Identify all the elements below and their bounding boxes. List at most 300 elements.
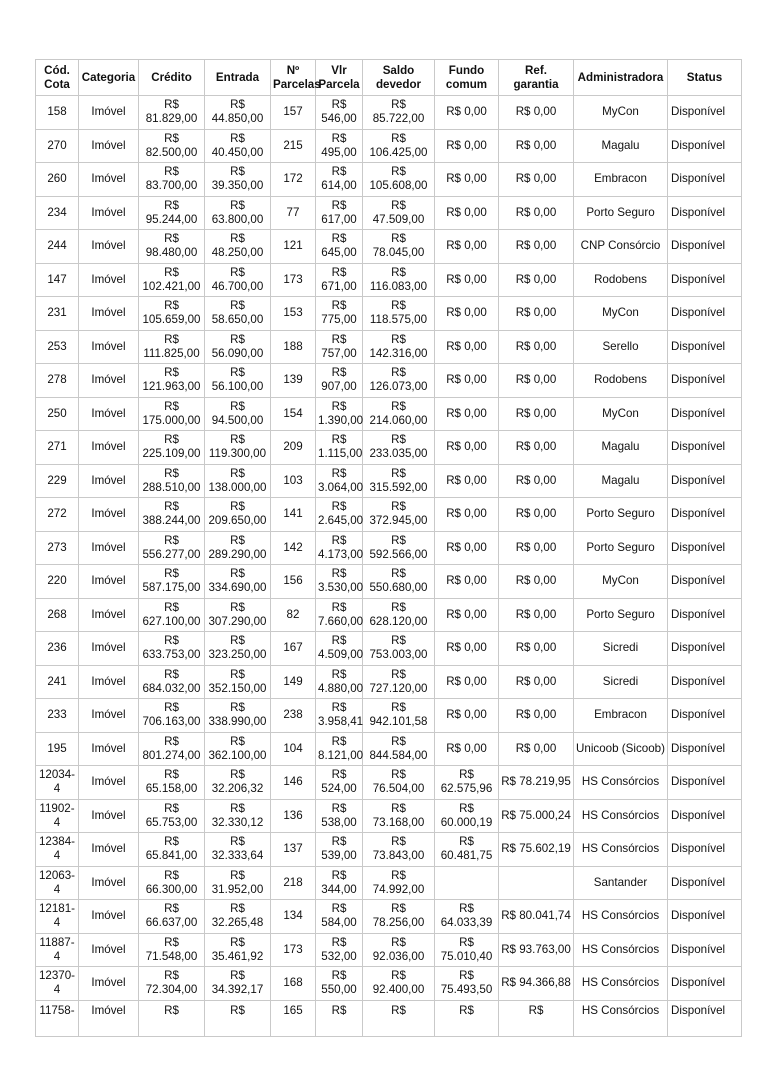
cell-saldo-devedor: R$ 116.083,00 xyxy=(363,263,435,297)
cell-vlr-parcela: R$ 4.173,00 xyxy=(316,531,363,565)
cell-ref-garantia: R$ 0,00 xyxy=(499,129,574,163)
col-header-credito: Crédito xyxy=(139,60,205,96)
cell-fundo-comum: R$ 0,00 xyxy=(435,732,499,766)
cell-n-parcelas: 139 xyxy=(271,364,316,398)
cell-administradora: HS Consórcios xyxy=(574,766,668,800)
cell-n-parcelas: 173 xyxy=(271,263,316,297)
cell-categoria: Imóvel xyxy=(79,397,139,431)
cell-vlr-parcela: R$ 546,00 xyxy=(316,96,363,130)
table-row xyxy=(36,766,742,800)
cell-administradora: Magalu xyxy=(574,431,668,465)
cell-credito: R$ 175.000,00 xyxy=(139,397,205,431)
cell-entrada: R$ 44.850,00 xyxy=(205,96,271,130)
quota-table-container xyxy=(35,59,741,1034)
cell-n-parcelas: 146 xyxy=(271,766,316,800)
table-row xyxy=(36,732,742,766)
cell-n-parcelas: 142 xyxy=(271,531,316,565)
cell-cod-cota: 253 xyxy=(36,330,79,364)
cell-vlr-parcela: R$ 7.660,00 xyxy=(316,598,363,632)
cell-cod-cota: 233 xyxy=(36,699,79,733)
table-row xyxy=(36,263,742,297)
table-row xyxy=(36,431,742,465)
cell-vlr-parcela: R$ 671,00 xyxy=(316,263,363,297)
cell-status: Disponível xyxy=(668,464,742,498)
cell-vlr-parcela: R$ 645,00 xyxy=(316,230,363,264)
cell-status: Disponível xyxy=(668,766,742,800)
cell-entrada: R$ 94.500,00 xyxy=(205,397,271,431)
cell-entrada: R$ 32.333,64 xyxy=(205,833,271,867)
cell-cod-cota: 12034-4 xyxy=(36,766,79,800)
cell-credito: R$ 388.244,00 xyxy=(139,498,205,532)
cell-cod-cota: 195 xyxy=(36,732,79,766)
cell-ref-garantia: R$ 0,00 xyxy=(499,397,574,431)
cell-ref-garantia: R$ 0,00 xyxy=(499,464,574,498)
cell-status: Disponível xyxy=(668,364,742,398)
cell-cod-cota: 229 xyxy=(36,464,79,498)
cell-vlr-parcela: R$ 539,00 xyxy=(316,833,363,867)
cell-vlr-parcela: R$ 4.880,00 xyxy=(316,665,363,699)
cell-credito: R$ 121.963,00 xyxy=(139,364,205,398)
cell-entrada: R$ 56.100,00 xyxy=(205,364,271,398)
cell-entrada: R$ 362.100,00 xyxy=(205,732,271,766)
cell-status: Disponível xyxy=(668,196,742,230)
cell-status: Disponível xyxy=(668,732,742,766)
cell-entrada: R$ 32.265,48 xyxy=(205,900,271,934)
cell-credito: R$ 111.825,00 xyxy=(139,330,205,364)
cell-fundo-comum: R$ 0,00 xyxy=(435,431,499,465)
cell-categoria: Imóvel xyxy=(79,263,139,297)
cell-status: Disponível xyxy=(668,297,742,331)
cell-categoria: Imóvel xyxy=(79,866,139,900)
cell-administradora: Unicoob (Sicoob) xyxy=(574,732,668,766)
col-header-cod-cota: Cód. Cota xyxy=(36,60,79,96)
cell-cod-cota: 272 xyxy=(36,498,79,532)
cell-n-parcelas: 104 xyxy=(271,732,316,766)
cell-ref-garantia: R$ 0,00 xyxy=(499,598,574,632)
cell-n-parcelas: 134 xyxy=(271,900,316,934)
cell-n-parcelas: 172 xyxy=(271,163,316,197)
cell-ref-garantia: R$ 0,00 xyxy=(499,297,574,331)
cell-status: Disponível xyxy=(668,263,742,297)
cell-administradora: MyCon xyxy=(574,397,668,431)
cell-n-parcelas: 188 xyxy=(271,330,316,364)
cell-cod-cota: 11887-4 xyxy=(36,933,79,967)
cell-ref-garantia: R$ 0,00 xyxy=(499,263,574,297)
cell-cod-cota: 12063-4 xyxy=(36,866,79,900)
cell-n-parcelas: 137 xyxy=(271,833,316,867)
cell-entrada: R$ 40.450,00 xyxy=(205,129,271,163)
cell-saldo-devedor: R$ 73.843,00 xyxy=(363,833,435,867)
cell-administradora: Porto Seguro xyxy=(574,531,668,565)
cell-categoria: Imóvel xyxy=(79,230,139,264)
col-header-vlr-parcela: Vlr Parcela xyxy=(316,60,363,96)
cell-administradora: MyCon xyxy=(574,96,668,130)
cell-categoria: Imóvel xyxy=(79,163,139,197)
cell-n-parcelas: 209 xyxy=(271,431,316,465)
table-row xyxy=(36,833,742,867)
cell-ref-garantia: R$ 0,00 xyxy=(499,531,574,565)
cell-categoria: Imóvel xyxy=(79,129,139,163)
table-row xyxy=(36,531,742,565)
cell-credito: R$ 66.637,00 xyxy=(139,900,205,934)
cell-administradora: Sicredi xyxy=(574,632,668,666)
cell-cod-cota: 271 xyxy=(36,431,79,465)
cell-saldo-devedor: R$ 628.120,00 xyxy=(363,598,435,632)
cell-vlr-parcela: R$ 3.064,00 xyxy=(316,464,363,498)
cell-status: Disponível xyxy=(668,330,742,364)
table-row xyxy=(36,196,742,230)
cell-n-parcelas: 136 xyxy=(271,799,316,833)
cell-status: Disponível xyxy=(668,665,742,699)
cell-administradora: Santander xyxy=(574,866,668,900)
cell-vlr-parcela: R$ 532,00 xyxy=(316,933,363,967)
cell-administradora: MyCon xyxy=(574,565,668,599)
table-row xyxy=(36,699,742,733)
cell-ref-garantia: R$ 0,00 xyxy=(499,565,574,599)
cell-fundo-comum xyxy=(435,866,499,900)
cell-credito: R$ 556.277,00 xyxy=(139,531,205,565)
cell-n-parcelas: 157 xyxy=(271,96,316,130)
cell-entrada: R$ 119.300,00 xyxy=(205,431,271,465)
cell-entrada: R$ 289.290,00 xyxy=(205,531,271,565)
cell-vlr-parcela: R$ xyxy=(316,1000,363,1037)
cell-administradora: Magalu xyxy=(574,464,668,498)
cell-credito: R$ 65.158,00 xyxy=(139,766,205,800)
cell-n-parcelas: 153 xyxy=(271,297,316,331)
cell-administradora: HS Consórcios xyxy=(574,799,668,833)
cell-cod-cota: 273 xyxy=(36,531,79,565)
cell-fundo-comum: R$ 75.493,50 xyxy=(435,967,499,1001)
cell-categoria: Imóvel xyxy=(79,531,139,565)
col-header-administradora: Administradora xyxy=(574,60,668,96)
cell-cod-cota: 260 xyxy=(36,163,79,197)
cell-n-parcelas: 165 xyxy=(271,1000,316,1037)
table-row xyxy=(36,230,742,264)
table-row xyxy=(36,96,742,130)
cell-entrada: R$ 63.800,00 xyxy=(205,196,271,230)
col-header-categoria: Categoria xyxy=(79,60,139,96)
cell-status: Disponível xyxy=(668,967,742,1001)
cell-fundo-comum: R$ 0,00 xyxy=(435,196,499,230)
cell-vlr-parcela: R$ 3.958,41 xyxy=(316,699,363,733)
cell-cod-cota: 244 xyxy=(36,230,79,264)
cell-entrada: R$ 39.350,00 xyxy=(205,163,271,197)
cell-ref-garantia: R$ 0,00 xyxy=(499,431,574,465)
cell-status: Disponível xyxy=(668,163,742,197)
cell-saldo-devedor: R$ 214.060,00 xyxy=(363,397,435,431)
cell-ref-garantia: R$ 0,00 xyxy=(499,163,574,197)
cell-categoria: Imóvel xyxy=(79,565,139,599)
cell-saldo-devedor: R$ 92.400,00 xyxy=(363,967,435,1001)
cell-credito: R$ 627.100,00 xyxy=(139,598,205,632)
table-row xyxy=(36,665,742,699)
cell-fundo-comum: R$ 60.481,75 xyxy=(435,833,499,867)
cell-categoria: Imóvel xyxy=(79,632,139,666)
cell-saldo-devedor: R$ 78.045,00 xyxy=(363,230,435,264)
cell-status: Disponível xyxy=(668,799,742,833)
cell-saldo-devedor: R$ 592.566,00 xyxy=(363,531,435,565)
cell-credito: R$ 65.841,00 xyxy=(139,833,205,867)
cell-status: Disponível xyxy=(668,632,742,666)
cell-status: Disponível xyxy=(668,900,742,934)
cell-n-parcelas: 121 xyxy=(271,230,316,264)
table-row xyxy=(36,632,742,666)
cell-categoria: Imóvel xyxy=(79,364,139,398)
cell-administradora: HS Consórcios xyxy=(574,1000,668,1037)
cell-vlr-parcela: R$ 344,00 xyxy=(316,866,363,900)
cell-credito: R$ 66.300,00 xyxy=(139,866,205,900)
cell-status: Disponível xyxy=(668,866,742,900)
table-row xyxy=(36,1000,742,1037)
cell-n-parcelas: 103 xyxy=(271,464,316,498)
cell-n-parcelas: 218 xyxy=(271,866,316,900)
cell-fundo-comum: R$ 0,00 xyxy=(435,699,499,733)
cell-n-parcelas: 173 xyxy=(271,933,316,967)
cell-credito: R$ 684.032,00 xyxy=(139,665,205,699)
cell-administradora: Porto Seguro xyxy=(574,498,668,532)
cell-entrada: R$ 34.392,17 xyxy=(205,967,271,1001)
col-header-ref-garantia: Ref. garantia xyxy=(499,60,574,96)
cell-fundo-comum: R$ 75.010,40 xyxy=(435,933,499,967)
cell-credito: R$ 95.244,00 xyxy=(139,196,205,230)
cell-administradora: CNP Consórcio xyxy=(574,230,668,264)
cell-saldo-devedor: R$ 47.509,00 xyxy=(363,196,435,230)
cell-ref-garantia: R$ 0,00 xyxy=(499,632,574,666)
cell-ref-garantia: R$ 0,00 xyxy=(499,665,574,699)
cell-administradora: Magalu xyxy=(574,129,668,163)
cell-administradora: HS Consórcios xyxy=(574,933,668,967)
cell-status: Disponível xyxy=(668,96,742,130)
cell-entrada: R$ 323.250,00 xyxy=(205,632,271,666)
cell-fundo-comum: R$ 0,00 xyxy=(435,565,499,599)
cell-entrada: R$ 58.650,00 xyxy=(205,297,271,331)
cell-cod-cota: 158 xyxy=(36,96,79,130)
table-row xyxy=(36,565,742,599)
cell-credito: R$ 83.700,00 xyxy=(139,163,205,197)
cell-saldo-devedor: R$ 118.575,00 xyxy=(363,297,435,331)
cell-fundo-comum: R$ 0,00 xyxy=(435,297,499,331)
cell-cod-cota: 241 xyxy=(36,665,79,699)
cell-entrada: R$ 338.990,00 xyxy=(205,699,271,733)
cell-entrada: R$ 32.206,32 xyxy=(205,766,271,800)
cell-ref-garantia: R$ 93.763,00 xyxy=(499,933,574,967)
cell-saldo-devedor: R$ 92.036,00 xyxy=(363,933,435,967)
cell-administradora: Sicredi xyxy=(574,665,668,699)
cell-entrada: R$ 48.250,00 xyxy=(205,230,271,264)
cell-cod-cota: 11758- xyxy=(36,1000,79,1037)
cell-administradora: HS Consórcios xyxy=(574,967,668,1001)
cell-saldo-devedor: R$ 78.256,00 xyxy=(363,900,435,934)
cell-administradora: MyCon xyxy=(574,297,668,331)
col-header-saldo-devedor: Saldo devedor xyxy=(363,60,435,96)
table-row xyxy=(36,900,742,934)
cell-fundo-comum: R$ 0,00 xyxy=(435,397,499,431)
cell-cod-cota: 220 xyxy=(36,565,79,599)
cell-saldo-devedor: R$ 315.592,00 xyxy=(363,464,435,498)
cell-vlr-parcela: R$ 757,00 xyxy=(316,330,363,364)
cell-ref-garantia: R$ 78.219,95 xyxy=(499,766,574,800)
table-row xyxy=(36,163,742,197)
table-row xyxy=(36,129,742,163)
cell-status: Disponível xyxy=(668,498,742,532)
cell-vlr-parcela: R$ 550,00 xyxy=(316,967,363,1001)
cell-n-parcelas: 154 xyxy=(271,397,316,431)
cell-status: Disponível xyxy=(668,230,742,264)
cell-entrada: R$ 138.000,00 xyxy=(205,464,271,498)
cell-ref-garantia: R$ 0,00 xyxy=(499,498,574,532)
col-header-entrada: Entrada xyxy=(205,60,271,96)
cell-n-parcelas: 156 xyxy=(271,565,316,599)
cell-vlr-parcela: R$ 3.530,00 xyxy=(316,565,363,599)
cell-saldo-devedor: R$ xyxy=(363,1000,435,1037)
cell-categoria: Imóvel xyxy=(79,498,139,532)
cell-status: Disponível xyxy=(668,598,742,632)
cell-n-parcelas: 238 xyxy=(271,699,316,733)
col-header-n-parcelas: Nº Parcelas xyxy=(271,60,316,96)
cell-ref-garantia xyxy=(499,866,574,900)
cell-credito: R$ 288.510,00 xyxy=(139,464,205,498)
cell-categoria: Imóvel xyxy=(79,732,139,766)
cell-ref-garantia: R$ 75.000,24 xyxy=(499,799,574,833)
cell-categoria: Imóvel xyxy=(79,464,139,498)
table-row xyxy=(36,933,742,967)
cell-categoria: Imóvel xyxy=(79,196,139,230)
cell-credito: R$ 633.753,00 xyxy=(139,632,205,666)
cell-administradora: Porto Seguro xyxy=(574,598,668,632)
cell-saldo-devedor: R$ 753.003,00 xyxy=(363,632,435,666)
cell-n-parcelas: 168 xyxy=(271,967,316,1001)
cell-saldo-devedor: R$ 76.504,00 xyxy=(363,766,435,800)
cell-ref-garantia: R$ xyxy=(499,1000,574,1037)
cell-cod-cota: 12384-4 xyxy=(36,833,79,867)
cell-status: Disponível xyxy=(668,833,742,867)
cell-vlr-parcela: R$ 1.390,00 xyxy=(316,397,363,431)
cell-n-parcelas: 167 xyxy=(271,632,316,666)
table-row xyxy=(36,866,742,900)
cell-ref-garantia: R$ 0,00 xyxy=(499,364,574,398)
cell-categoria: Imóvel xyxy=(79,297,139,331)
cell-status: Disponível xyxy=(668,431,742,465)
cell-fundo-comum: R$ 0,00 xyxy=(435,129,499,163)
cell-n-parcelas: 141 xyxy=(271,498,316,532)
cell-cod-cota: 236 xyxy=(36,632,79,666)
cell-fundo-comum: R$ 0,00 xyxy=(435,598,499,632)
table-row xyxy=(36,598,742,632)
cell-status: Disponível xyxy=(668,129,742,163)
col-header-fundo-comum: Fundo comum xyxy=(435,60,499,96)
cell-ref-garantia: R$ 0,00 xyxy=(499,732,574,766)
cell-ref-garantia: R$ 0,00 xyxy=(499,699,574,733)
cell-administradora: Rodobens xyxy=(574,263,668,297)
cell-entrada: R$ 307.290,00 xyxy=(205,598,271,632)
cell-categoria: Imóvel xyxy=(79,967,139,1001)
cell-cod-cota: 270 xyxy=(36,129,79,163)
cell-vlr-parcela: R$ 907,00 xyxy=(316,364,363,398)
cell-fundo-comum: R$ 64.033,39 xyxy=(435,900,499,934)
cell-categoria: Imóvel xyxy=(79,833,139,867)
quota-table xyxy=(35,59,742,1037)
cell-vlr-parcela: R$ 2.645,00 xyxy=(316,498,363,532)
cell-saldo-devedor: R$ 844.584,00 xyxy=(363,732,435,766)
cell-ref-garantia: R$ 0,00 xyxy=(499,196,574,230)
table-row xyxy=(36,297,742,331)
cell-credito: R$ 65.753,00 xyxy=(139,799,205,833)
cell-status: Disponível xyxy=(668,397,742,431)
cell-cod-cota: 231 xyxy=(36,297,79,331)
table-row xyxy=(36,498,742,532)
cell-credito: R$ 98.480,00 xyxy=(139,230,205,264)
cell-administradora: Embracon xyxy=(574,699,668,733)
cell-administradora: HS Consórcios xyxy=(574,833,668,867)
cell-entrada: R$ 334.690,00 xyxy=(205,565,271,599)
cell-n-parcelas: 149 xyxy=(271,665,316,699)
cell-n-parcelas: 77 xyxy=(271,196,316,230)
cell-saldo-devedor: R$ 126.073,00 xyxy=(363,364,435,398)
cell-ref-garantia: R$ 80.041,74 xyxy=(499,900,574,934)
cell-credito: R$ 225.109,00 xyxy=(139,431,205,465)
cell-vlr-parcela: R$ 584,00 xyxy=(316,900,363,934)
cell-credito: R$ 587.175,00 xyxy=(139,565,205,599)
cell-entrada: R$ xyxy=(205,1000,271,1037)
cell-administradora: Rodobens xyxy=(574,364,668,398)
cell-vlr-parcela: R$ 4.509,00 xyxy=(316,632,363,666)
cell-cod-cota: 268 xyxy=(36,598,79,632)
cell-administradora: Embracon xyxy=(574,163,668,197)
cell-categoria: Imóvel xyxy=(79,598,139,632)
cell-saldo-devedor: R$ 142.316,00 xyxy=(363,330,435,364)
cell-cod-cota: 12370-4 xyxy=(36,967,79,1001)
cell-credito: R$ 72.304,00 xyxy=(139,967,205,1001)
cell-fundo-comum: R$ 0,00 xyxy=(435,163,499,197)
cell-fundo-comum: R$ 0,00 xyxy=(435,364,499,398)
cell-vlr-parcela: R$ 495,00 xyxy=(316,129,363,163)
cell-ref-garantia: R$ 0,00 xyxy=(499,96,574,130)
cell-vlr-parcela: R$ 617,00 xyxy=(316,196,363,230)
cell-saldo-devedor: R$ 727.120,00 xyxy=(363,665,435,699)
cell-fundo-comum: R$ 0,00 xyxy=(435,263,499,297)
cell-cod-cota: 278 xyxy=(36,364,79,398)
cell-cod-cota: 234 xyxy=(36,196,79,230)
cell-categoria: Imóvel xyxy=(79,96,139,130)
table-row xyxy=(36,330,742,364)
cell-credito: R$ 82.500,00 xyxy=(139,129,205,163)
table-row xyxy=(36,397,742,431)
cell-vlr-parcela: R$ 538,00 xyxy=(316,799,363,833)
cell-ref-garantia: R$ 0,00 xyxy=(499,330,574,364)
table-row xyxy=(36,799,742,833)
cell-fundo-comum: R$ 0,00 xyxy=(435,665,499,699)
cell-administradora: Porto Seguro xyxy=(574,196,668,230)
cell-entrada: R$ 32.330,12 xyxy=(205,799,271,833)
cell-fundo-comum: R$ 62.575,96 xyxy=(435,766,499,800)
cell-ref-garantia: R$ 75.602,19 xyxy=(499,833,574,867)
cell-saldo-devedor: R$ 106.425,00 xyxy=(363,129,435,163)
cell-credito: R$ 102.421,00 xyxy=(139,263,205,297)
cell-n-parcelas: 215 xyxy=(271,129,316,163)
cell-fundo-comum: R$ 0,00 xyxy=(435,531,499,565)
cell-fundo-comum: R$ 60.000,19 xyxy=(435,799,499,833)
cell-entrada: R$ 31.952,00 xyxy=(205,866,271,900)
header-row xyxy=(36,60,742,96)
cell-fundo-comum: R$ 0,00 xyxy=(435,632,499,666)
cell-vlr-parcela: R$ 614,00 xyxy=(316,163,363,197)
cell-credito: R$ 801.274,00 xyxy=(139,732,205,766)
cell-saldo-devedor: R$ 550.680,00 xyxy=(363,565,435,599)
cell-n-parcelas: 82 xyxy=(271,598,316,632)
cell-entrada: R$ 56.090,00 xyxy=(205,330,271,364)
cell-status: Disponível xyxy=(668,699,742,733)
cell-saldo-devedor: R$ 942.101,58 xyxy=(363,699,435,733)
